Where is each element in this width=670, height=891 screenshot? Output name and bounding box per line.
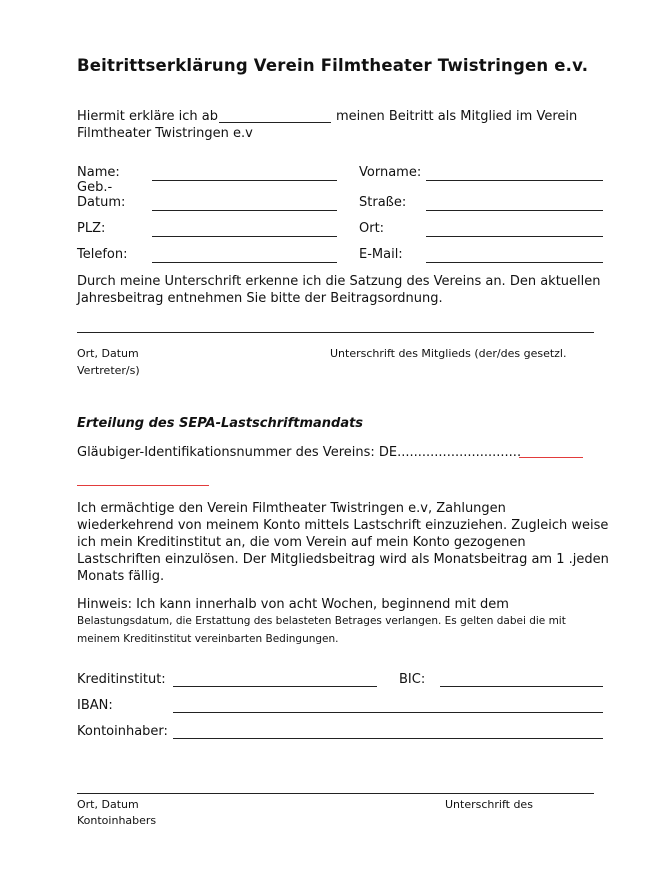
hinweis-line2: Belastungsdatum, die Erstattung des belasteten Betrages verlangen. Es gelten dabei die mit	[77, 615, 566, 627]
page-title: Beitrittserklärung Verein Filmtheater Twistringen e.v.	[77, 56, 589, 75]
strasse-line[interactable]	[426, 210, 603, 211]
telefon-line[interactable]	[152, 262, 337, 263]
ort-label: Ort:	[359, 221, 385, 236]
plz-line[interactable]	[152, 236, 337, 237]
satzung-line2: Jahresbeitrag entnehmen Sie bitte der Beitragsordnung.	[77, 291, 443, 306]
bic-line[interactable]	[440, 686, 603, 687]
intro-text-line2: Filmtheater Twistringen e.v	[77, 126, 253, 141]
ermaechtigung-line1: Ich ermächtige den Verein Filmtheater Twistringen e.v, Zahlungen	[77, 501, 506, 516]
sepa-heading: Erteilung des SEPA-Lastschriftmandats	[77, 416, 364, 431]
plz-label: PLZ:	[77, 221, 106, 236]
kontoinhaber-line[interactable]	[173, 738, 603, 739]
vorname-line[interactable]	[426, 180, 603, 181]
sig1-ort-datum: Ort, Datum	[77, 347, 139, 360]
email-label: E-Mail:	[359, 247, 403, 262]
geburtsdatum-line[interactable]	[152, 210, 337, 211]
name-line[interactable]	[152, 180, 337, 181]
telefon-label: Telefon:	[77, 247, 128, 262]
glaeubiger-red-line-2	[77, 485, 209, 486]
ort-line[interactable]	[426, 236, 603, 237]
sig1-vertreter: Vertreter/s)	[77, 364, 140, 377]
bic-label: BIC:	[399, 672, 426, 687]
hinweis-line1: Hinweis: Ich kann innerhalb von acht Wochen, beginnend mit dem	[77, 597, 509, 612]
iban-line[interactable]	[173, 712, 603, 713]
glaeubiger-red-line	[519, 457, 583, 458]
strasse-label: Straße:	[359, 195, 407, 210]
hinweis-line3: meinem Kreditinstitut vereinbarten Bedingungen.	[77, 633, 339, 645]
ermaechtigung-line3: ich mein Kreditinstitut an, die vom Verein auf mein Konto gezogenen	[77, 535, 526, 550]
sig2-ort-datum: Ort, Datum	[77, 798, 139, 811]
email-line[interactable]	[426, 262, 603, 263]
ermaechtigung-line5: Monats fällig.	[77, 569, 165, 584]
intro-text-after: meinen Beitritt als Mitglied im Verein	[336, 109, 578, 124]
sig2-kontoinhabers: Kontoinhabers	[77, 814, 157, 827]
sig2-unterschrift: Unterschrift des	[445, 798, 533, 811]
iban-label: IBAN:	[77, 698, 113, 713]
join-date-line[interactable]	[219, 122, 331, 123]
kontoinhaber-label: Kontoinhaber:	[77, 724, 168, 739]
kreditinstitut-label: Kreditinstitut:	[77, 672, 166, 687]
glaeubiger-id: Gläubiger-Identifikationsnummer des Vereins: DE..............................	[77, 445, 522, 460]
kreditinstitut-line[interactable]	[173, 686, 377, 687]
datum-label: Datum:	[77, 195, 126, 210]
intro-text-before: Hiermit erkläre ich ab	[77, 109, 218, 124]
ermaechtigung-line4: Lastschriften einzulösen. Der Mitgliedsbeitrag wird als Monatsbeitrag am 1 .jeden	[77, 552, 609, 567]
member-signature-line[interactable]	[77, 332, 594, 333]
account-holder-signature-line[interactable]	[77, 793, 594, 794]
vorname-label: Vorname:	[359, 165, 422, 180]
sig1-unterschrift: Unterschrift des Mitglieds (der/des gesetzl.	[330, 347, 567, 360]
satzung-line1: Durch meine Unterschrift erkenne ich die Satzung des Vereins an. Den aktuellen	[77, 274, 601, 289]
geb-label: Geb.-	[77, 180, 113, 195]
ermaechtigung-line2: wiederkehrend von meinem Konto mittels Lastschrift einzuziehen. Zugleich weise	[77, 518, 609, 533]
name-label: Name:	[77, 165, 120, 180]
